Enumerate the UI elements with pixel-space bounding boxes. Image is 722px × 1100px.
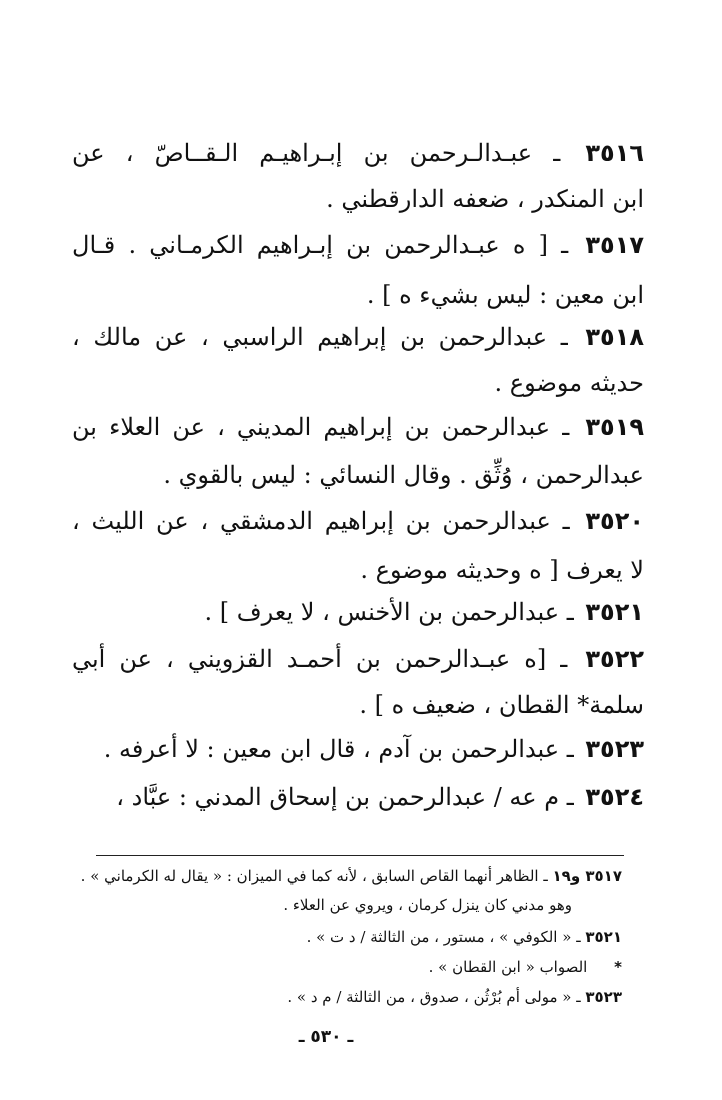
asterisk-marker: * — [614, 958, 622, 976]
footnote-3521 — [60, 927, 622, 947]
entry-number: ٣٥١٨ — [585, 323, 644, 351]
footnote-number: ٣٥١٧ و١٩ — [552, 867, 622, 885]
entry-3516-line2: ابن المنكدر ، ضعفه الدارقطني . — [326, 185, 644, 213]
footnote-text: ـ « مولى أم بُرْثُن ، صدوق ، من الثالثة / م د » . — [287, 988, 581, 1006]
entry-text: ـ [ ه عبـدالرحمن بن إبـراهيم الكرمـاني . قـال — [72, 231, 569, 259]
entry-text: ـ [ه عبـدالرحمن بن أحمـد القزويني ، عن أبي — [72, 645, 568, 673]
entry-3518-line1 — [72, 322, 644, 352]
entry-text: ـ عبدالرحمن بن آدم ، قال ابن معين : لا أعرفه . — [103, 735, 574, 763]
footnote-number: ٣٥٢١ — [585, 928, 622, 946]
entry-number: ٣٥٢١ — [585, 598, 644, 626]
entry-3524-line1 — [72, 782, 644, 812]
entry-3516-line1 — [72, 138, 644, 168]
footnote-3517-19-continuation — [60, 895, 572, 915]
entry-text: ـ م عه / عبدالرحمن بن إسحاق المدني : عبَّاد ، — [116, 783, 574, 811]
entry-3517-line2: ابن معين : ليس بشيء ه ] . — [366, 281, 644, 309]
entry-3523-line1 — [72, 734, 644, 764]
entry-text: ـ عبدالرحمن بن إبراهيم المديني ، عن العلاء بن — [72, 413, 570, 441]
entry-3518-line2: حديثه موضوع . — [494, 369, 644, 397]
entry-number: ٣٥١٦ — [585, 139, 644, 167]
footnote-text: ـ الظاهر أنهما القاص السابق ، لأنه كما في الميزان : « يقال له الكرماني » . — [80, 867, 548, 885]
entry-text: ـ عبدالرحمن بن الأخنس ، لا يعرف ] . — [204, 598, 574, 626]
entry-3521-line1 — [72, 597, 644, 627]
entry-3520-line1 — [72, 506, 644, 536]
entry-number: ٣٥٢٣ — [585, 735, 644, 763]
entry-text: ـ عبدالرحمن بن إبراهيم الدمشقي ، عن الليث ، — [72, 507, 570, 535]
entry-3520-line2: لا يعرف [ ه وحديثه موضوع . — [360, 556, 644, 584]
entry-number: ٣٥١٧ — [585, 231, 644, 259]
entry-3522-line1 — [72, 644, 644, 674]
entry-3522-line2: سلمة* القطان ، ضعيف ه ] . — [359, 691, 644, 719]
entry-text: ـ عبـدالـرحمن بن إبـراهيـم الـقــاصّ ، عن — [72, 139, 561, 167]
page-number: ـ ٥٣٠ ـ — [298, 1027, 354, 1047]
footnote-number: ٣٥٢٣ — [585, 988, 622, 1006]
footnote-text: ـ « الكوفي » ، مستور ، من الثالثة / د ت » . — [306, 928, 581, 946]
footnote-3517-19 — [60, 866, 622, 886]
entry-text: ـ عبدالرحمن بن إبراهيم الراسبي ، عن مالك ، — [72, 323, 568, 351]
footnote-text: وهو مدني كان ينزل كرمان ، ويروي عن العلاء . — [283, 896, 572, 914]
footnote-text: الصواب « ابن القطان » . — [428, 958, 588, 976]
entry-3519-line1 — [72, 412, 644, 442]
entry-3517-line1 — [72, 230, 644, 260]
entry-number: ٣٥١٩ — [585, 413, 644, 441]
footnote-3523 — [60, 987, 622, 1007]
footnote-asterisk — [60, 957, 622, 977]
entry-number: ٣٥٢٠ — [585, 507, 644, 535]
footnote-divider — [96, 855, 624, 856]
entry-3519-line2: عبدالرحمن ، وُثِّق . وقال النسائي : ليس بالقوي . — [163, 461, 644, 489]
entry-number: ٣٥٢٤ — [585, 783, 644, 811]
entry-number: ٣٥٢٢ — [585, 645, 644, 673]
